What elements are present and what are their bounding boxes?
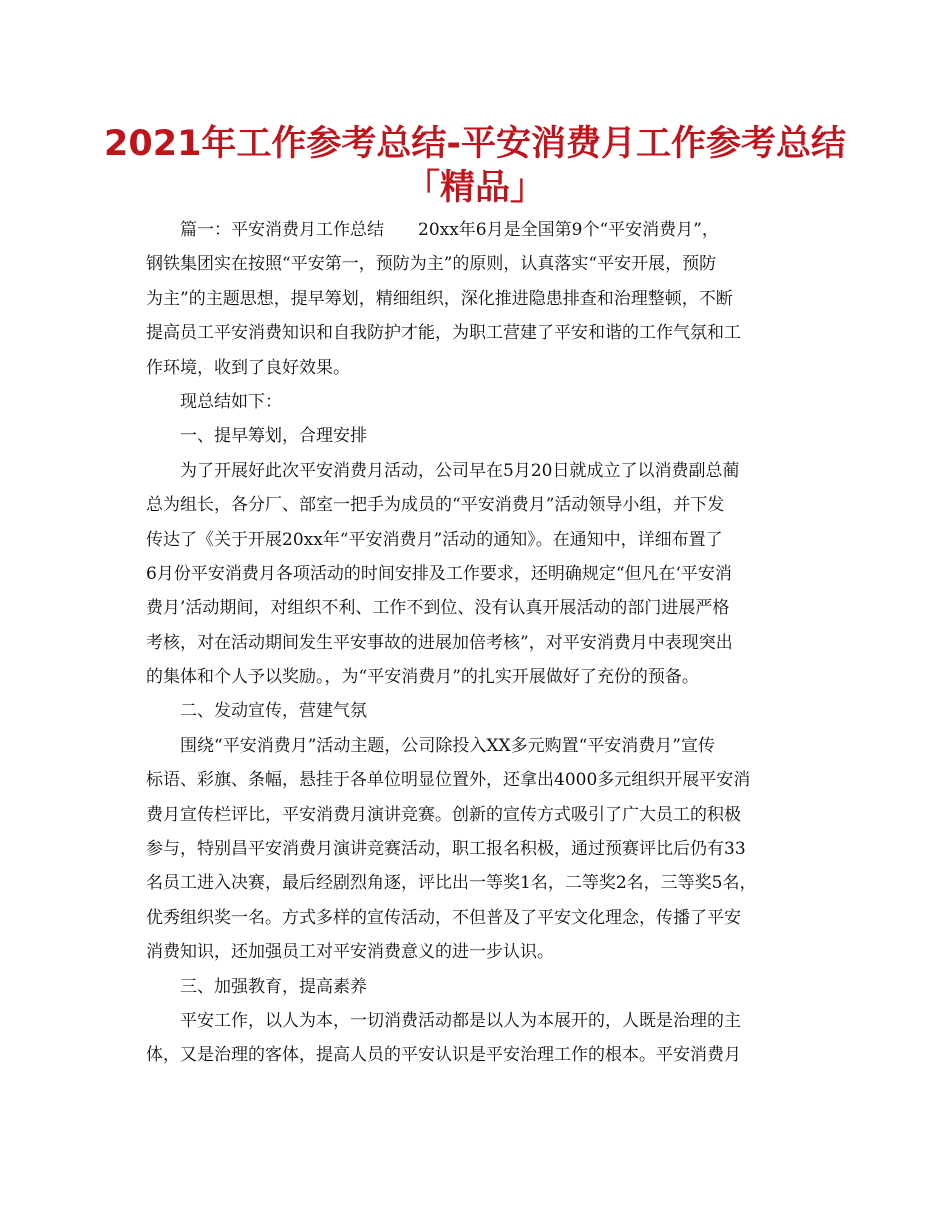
body-line: 考核，对在活动期间发生平安事故的进展加倍考核”，对平安消费月中表现突出 (146, 632, 733, 653)
document-title-suffix: 「精品」 (404, 168, 545, 208)
body-line: 体，又是治理的客体，提高人员的平安认识是平安治理工作的根本。平安消费月 (146, 1045, 741, 1066)
body-line: 传达了《关于开展20xx年“平安消费月”活动的通知》。在通知中，详细布置了 (146, 529, 723, 550)
body-line: 钢铁集团实在按照“平安第一，预防为主”的原则，认真落实“平安开展，预防 (146, 254, 717, 275)
body-line: 作环境，收到了良好效果。 (146, 357, 350, 378)
body-line: 6月份平安消费月各项活动的时间安排及工作要求，还明确规定“但凡在‘平安消 (146, 563, 732, 584)
body-line: 总为组长，各分厂、部室一把手为成员的“平安消费月”活动领导小组，并下发 (146, 495, 725, 516)
body-line: 为主”的主题思想，提早筹划，精细组织，深化推进隐患排查和治理整顿，不断 (146, 288, 733, 309)
section-heading: 一、提早筹划，合理安排 (180, 426, 367, 447)
body-line: 费月宣传栏评比，平安消费月演讲竞赛。创新的宣传方式吸引了广大员工的积极 (146, 804, 741, 825)
body-line: 篇一：平安消费月工作总结 20xx年6月是全国第9个“平安消费月”， (180, 220, 719, 240)
section-heading: 三、加强教育，提高素养 (180, 976, 367, 997)
body-line: 提高员工平安消费知识和自我防护才能，为职工营建了平安和谐的工作气氛和工 (146, 323, 741, 344)
document-body (146, 213, 826, 1073)
body-line: 的集体和个人予以奖励。，为“平安消费月”的扎实开展做好了充份的预备。 (146, 667, 699, 688)
body-line: 围绕“平安消费月”活动主题，公司除投入XX多元购置“平安消费月”宣传 (180, 735, 715, 756)
body-line: 标语、彩旗、条幅，悬挂于各单位明显位置外，还拿出4000多元组织开展平安消 (146, 770, 751, 791)
document-title: 2021年工作参考总结-平安消费月工作参考总结 (104, 124, 846, 164)
body-line: 名员工进入决赛，最后经剧烈角逐，评比出一等奖1名，二等奖2名，三等奖5名， (146, 873, 757, 894)
section-heading: 二、发动宣传，营建气氛 (180, 701, 367, 722)
body-line: 现总结如下： (180, 391, 282, 412)
body-line: 优秀组织奖一名。方式多样的宣传活动，不但普及了平安文化理念，传播了平安 (146, 907, 741, 928)
body-line: 为了开展好此次平安消费月活动，公司早在5月20日就成立了以消费副总蔺 (180, 460, 740, 481)
body-line: 消费知识，还加强员工对平安消费意义的进一步认识。 (146, 942, 554, 963)
body-line: 费月’活动期间，对组织不利、工作不到位、没有认真开展活动的部门进展严格 (146, 598, 730, 619)
body-line: 参与，特别昌平安消费月演讲竞赛活动，职工报名积极，通过预赛评比后仍有33 (146, 839, 746, 860)
body-line: 平安工作，以人为本，一切消费活动都是以人为本展开的，人既是治理的主 (180, 1010, 741, 1031)
